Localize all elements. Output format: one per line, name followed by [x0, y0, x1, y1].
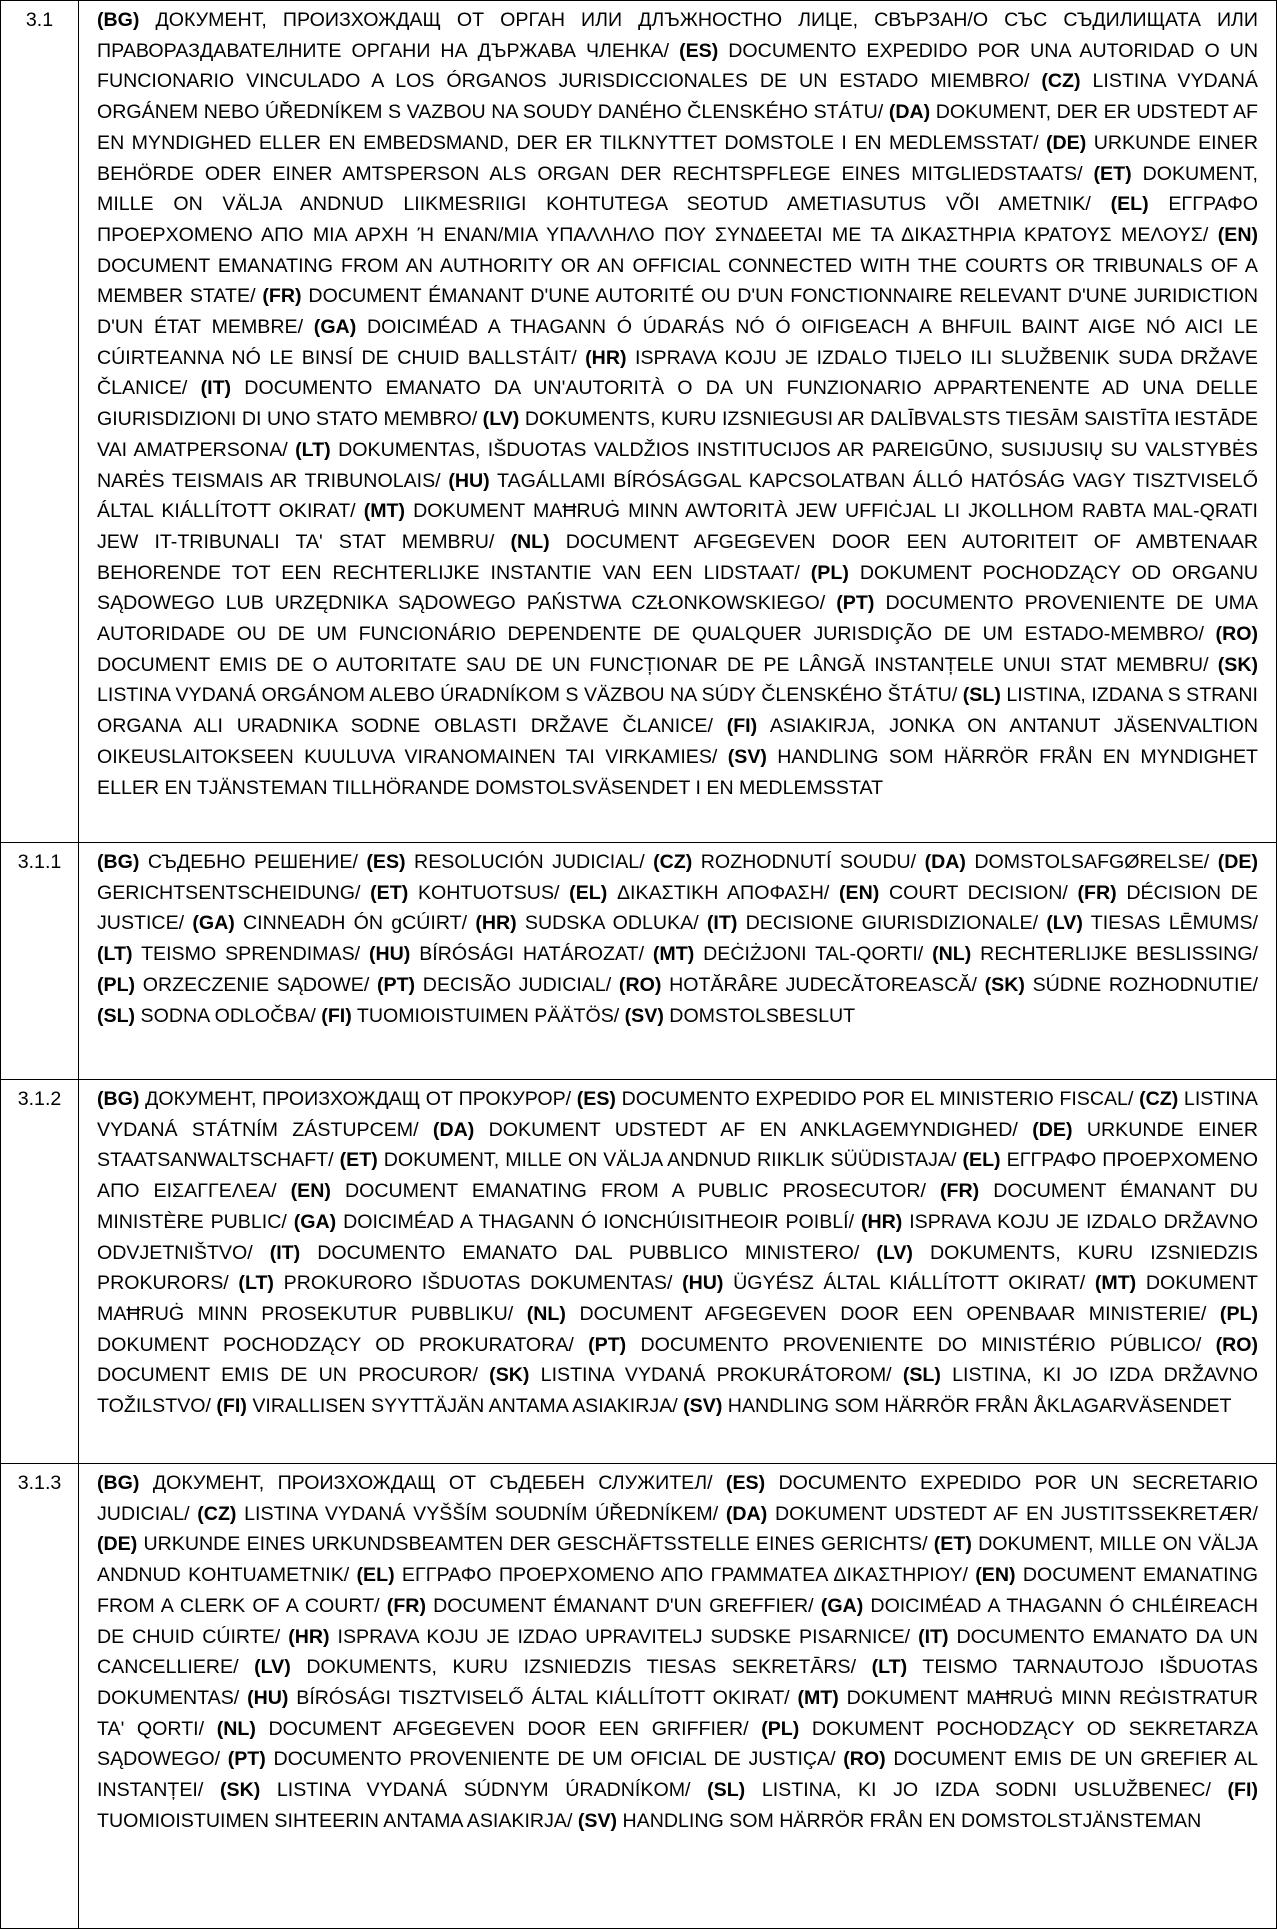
translation-text: HANDLING SOM HÄRRÖR FRÅN EN DOMSTOLSTJÄNSTEMAN	[617, 1809, 1202, 1832]
language-code: (LV)	[254, 1656, 291, 1679]
language-code: (SK)	[219, 1779, 261, 1802]
translation-text: СЪДЕБНО РЕШЕНИЕ/	[139, 851, 367, 873]
translation-text: DOCUMENT EMANATING FROM A CLERK OF A COURT/	[97, 1564, 1258, 1617]
language-code: (LT)	[97, 943, 133, 966]
language-code: (HR)	[860, 1210, 903, 1233]
language-code: (DA)	[432, 1118, 475, 1141]
translation-text: DOKUMENT POCHODZĄCY OD SEKRETARZA SĄDOWEGO/	[97, 1717, 1258, 1771]
translation-text: DOKUMENT MAĦRUĠ MINN REĠISTRATUR TA' QORTI/	[97, 1686, 1258, 1740]
translation-text: BÍRÓSÁGI HATÁROZAT/	[410, 943, 653, 966]
language-code: (GA)	[313, 316, 357, 339]
language-code: (SV)	[683, 1395, 723, 1418]
translation-text: DÉCISION DE JUSTICE/	[97, 881, 1259, 935]
language-code: (HU)	[682, 1272, 724, 1295]
table-row	[1, 1080, 1277, 1464]
translation-text: DOKUMENTAS, IŠDUOTAS VALDŽIOS INSTITUCIJOS AR PAREIGŪNO, SUSIJUSIŲ SU VALSTYBĖS NARĖS TEISMAIS AR TRIBUNOLAIS/	[97, 438, 1258, 492]
language-code: (FR)	[386, 1594, 426, 1617]
translation-text: URKUNDE EINER STAATSANWALTSCHAFT/	[97, 1118, 1258, 1172]
language-code: (NL)	[216, 1717, 256, 1740]
translation-text: SUDSKA ODLUKA/	[516, 912, 707, 935]
table-body	[1, 1, 1277, 1929]
translation-text: DOCUMENT EMIS DE UN PROCUROR/	[97, 1364, 490, 1387]
language-code: (SL)	[97, 1004, 136, 1027]
language-code: (ES)	[576, 1088, 616, 1110]
translation-text: DOICIMÉAD A THAGANN Ó ÚDARÁS NÓ Ó OIFIGEACH A BHFUIL BAINT AIGE NÓ AICI LE CÚIRTEANNA NÓ LE BINSÍ DE CHUID BALLSTÁIT/	[97, 316, 1258, 369]
language-code: (HU)	[448, 469, 490, 492]
translation-text: DOCUMENT EMANATING FROM A PUBLIC PROSECUTOR/	[330, 1180, 940, 1203]
language-code: (DE)	[97, 1533, 138, 1556]
language-code: (GA)	[192, 912, 235, 935]
language-code: (EL)	[356, 1564, 395, 1587]
language-code: (ES)	[725, 1472, 766, 1494]
translation-text: DOCUMENT ÉMANANT D'UN GREFFIER/	[425, 1594, 821, 1617]
translation-text: DOCUMENTO EMANATO DA UN'AUTORITÀ O DA UN FUNZIONARIO APPARTENENTE AD UNA DELLE GIURISDIZIONI DI UNO STATO MEMBRO/	[97, 377, 1258, 431]
translation-text: DOCUMENTO EMANATO DAL PUBBLICO MINISTERO/	[300, 1241, 877, 1264]
language-code: (MT)	[797, 1686, 839, 1709]
row-number: 3.1.3	[1, 1464, 79, 1929]
translation-text: LISTINA VYDANÁ ORGÁNEM NEBO ÚŘEDNÍKEM S VAZBOU NA SOUDY DANÉHO ČLENSKÉHO STÁTU/	[97, 70, 1258, 124]
translation-text: DOCUMENT ÉMANANT DU MINISTÈRE PUBLIC/	[97, 1180, 1258, 1233]
translation-text: DOKUMENT POCHODZĄCY OD PROKURATORA/	[97, 1333, 589, 1356]
translation-text: RECHTERLIJKE BESLISSING/	[971, 943, 1258, 966]
translation-text: DOCUMENTO EXPEDIDO POR UN SECRETARIO JUDICIAL/	[97, 1472, 1259, 1525]
language-code: (EL)	[1110, 193, 1149, 216]
language-code: (FI)	[1227, 1779, 1258, 1802]
row-number: 3.1.1	[1, 843, 79, 1080]
translation-text: URKUNDE EINER BEHÖRDE ODER EINER AMTSPERSON ALS ORGAN DER RECHTSPFLEGE EINES MITGLIEDSTAATS/	[97, 131, 1258, 185]
language-code: (IT)	[706, 912, 738, 935]
language-code: (PT)	[836, 592, 875, 615]
language-code: (SL)	[902, 1364, 941, 1387]
translation-text: URKUNDE EINES URKUNDSBEAMTEN DER GESCHÄFTSSTELLE EINES GERICHTS/	[137, 1533, 934, 1556]
translation-text: VIRALLISEN SYYTTÄJÄN ANTAMA ASIAKIRJA/	[246, 1395, 684, 1418]
translation-text: LISTINA, KI JO IZDA SODNI USLUŽBENEC/	[745, 1779, 1228, 1802]
language-code: (PL)	[761, 1717, 800, 1740]
language-code: (LT)	[295, 438, 331, 461]
language-code: (LT)	[238, 1272, 274, 1295]
language-code: (FR)	[262, 285, 302, 308]
translation-text: TEISMO TARNAUTOJO IŠDUOTAS DOKUMENTAS/	[97, 1656, 1258, 1709]
language-code: (DA)	[888, 101, 931, 124]
translation-text: DOKUMENTS, KURU IZSNIEDZIS TIESAS SEKRETĀRS/	[290, 1656, 872, 1679]
translation-text: DECISÃO JUDICIAL/	[415, 973, 619, 996]
table-row	[1, 843, 1277, 1080]
translation-text: ДОКУМЕНТ, ПРОИЗХОЖДАЩ ОТ ПРОКУРОР/	[139, 1088, 577, 1110]
language-code: (SK)	[1217, 653, 1258, 676]
language-code: (PL)	[97, 973, 136, 996]
language-code: (SV)	[577, 1809, 618, 1832]
translation-text: ДОКУМЕНТ, ПРОИЗХОЖДАЩ ОТ СЪДЕБЕН СЛУЖИТЕЛ/	[139, 1472, 726, 1494]
language-code: (EN)	[1217, 223, 1258, 246]
language-code: (SK)	[984, 973, 1025, 996]
translation-text: PROKURORO IŠDUOTAS DOKUMENTAS/	[273, 1272, 683, 1295]
translation-text: GERICHTSENTSCHEIDUNG/	[97, 881, 371, 904]
language-code: (NL)	[510, 530, 550, 553]
translation-text: HOTĂRÂRE JUDECĂTOREASCĂ/	[661, 973, 985, 996]
translation-text: LISTINA VYDANÁ SÚDNYM ÚRADNÍKOM/	[260, 1779, 708, 1802]
translation-text: LISTINA VYDANÁ VYŠŠÍM SOUDNÍM ÚŘEDNÍKEM/	[236, 1502, 726, 1525]
language-code: (MT)	[363, 500, 406, 523]
language-code: (EN)	[975, 1564, 1016, 1587]
language-code: (CZ)	[653, 851, 693, 873]
translation-text: SODNA ODLOČBA/	[135, 1004, 322, 1027]
language-code: (IT)	[918, 1625, 949, 1648]
table-row	[1, 1, 1277, 843]
translation-text: LISTINA VYDANÁ ORGÁNOM ALEBO ÚRADNÍKOM S VÄZBOU NA SÚDY ČLENSKÉHO ŠTÁTU/	[97, 684, 963, 707]
language-code: (BG)	[97, 1088, 140, 1110]
language-code: (MT)	[652, 943, 695, 966]
translation-text: DOKUMENT, DER ER UDSTEDT AF EN MYNDIGHED ELLER EN EMBEDSMAND, DER ER TILKNYTTET DOMSTOLE I EN MEDLEMSSTAT/	[97, 101, 1259, 154]
language-code: (FI)	[726, 715, 758, 738]
language-code: (DA)	[725, 1502, 768, 1525]
translation-text: ΕΓΓΡΑΦΟ ΠΡΟΕΡΧΟΜΕΝΟ ΑΠΟ ΕΙΣΑΓΓΕΛΕΑ/	[97, 1149, 1258, 1203]
language-code: (DE)	[1046, 131, 1087, 154]
translation-text: DOCUMENTO EMANATO DA UN CANCELLIERE/	[97, 1625, 1258, 1679]
translation-text: DOKUMENT, MILLE ON VÄLJA ANDNUD LIIKMESRIIGI KOHTUTEGA SEOTUD AMETIASUTUS VÕI AMETNIK/	[97, 162, 1258, 216]
translation-text: DOMSTOLSBESLUT	[663, 1004, 856, 1027]
language-code: (DE)	[1217, 851, 1258, 873]
translation-text: TAGÁLLAMI BÍRÓSÁGGAL KAPCSOLATBAN ÁLLÓ HATÓSÁG VAGY TISZTVISELŐ ÁLTAL KIÁLLÍTOTT OKIRAT/	[97, 469, 1258, 523]
language-code: (ET)	[370, 881, 409, 904]
language-code: (NL)	[526, 1302, 566, 1325]
language-code: (ES)	[366, 851, 406, 873]
translation-text: DOKUMENT MAĦRUĠ MINN AWTORITÀ JEW UFFIĊJAL LI JKOLLHOM RABTA MAL-QRATI JEW IT-TRIBUNALI TA' STAT MEMBRU/	[97, 500, 1258, 553]
language-code: (IT)	[200, 377, 232, 400]
language-code: (LT)	[871, 1656, 908, 1679]
translation-text: KOHTUOTSUS/	[408, 881, 570, 904]
language-code: (FI)	[216, 1395, 247, 1418]
language-code: (PL)	[1219, 1302, 1259, 1325]
row-text	[79, 1464, 1277, 1929]
translation-text: DOCUMENTO PROVENIENTE DE UM OFICIAL DE JUSTIÇA/	[265, 1748, 844, 1771]
language-code: (ET)	[339, 1149, 378, 1172]
translation-text: LISTINA, KI JO IZDA DRŽAVNO TOŽILSTVO/	[97, 1364, 1259, 1418]
language-code: (SL)	[707, 1779, 746, 1802]
language-code: (GA)	[820, 1594, 864, 1617]
language-code: (ET)	[933, 1533, 972, 1556]
translation-text: TUOMIOISTUIMEN PÄÄTÖS/	[351, 1004, 625, 1027]
language-code: (LV)	[876, 1241, 913, 1264]
translation-text: ISPRAVA KOJU JE IZDALO TIJELO ILI SLUŽBENIK SUDA DRŽAVE ČLANICE/	[97, 346, 1258, 400]
translation-text: DECISIONE GIURISDIZIONALE/	[737, 912, 1047, 935]
translation-text: DOKUMENT, MILLE ON VÄLJA ANDNUD RIIKLIK SÜÜDISTAJA/	[377, 1149, 963, 1172]
translation-text: DOCUMENT AFGEGEVEN DOOR EEN AUTORITEIT OF AMBTENAAR BEHORENDE TOT EEN RECHTERLIJKE INSTANTIE VAN EEN LIDSTAAT/	[97, 530, 1258, 584]
language-code: (BG)	[97, 851, 140, 873]
translation-text: ÜGYÉSZ ÁLTAL KIÁLLÍTOTT OKIRAT/	[723, 1272, 1095, 1295]
translation-text: DOKUMENT UDSTEDT AF EN ANKLAGEMYNDIGHED/	[474, 1118, 1033, 1141]
translation-text: DOKUMENT MAĦRUĠ MINN PROSEKUTUR PUBBLIKU/	[97, 1272, 1258, 1325]
language-code: (RO)	[1215, 1333, 1259, 1356]
language-code: (CZ)	[1139, 1088, 1179, 1110]
translation-text: DOCUMENT AFGEGEVEN DOOR EEN GRIFFIER/	[255, 1717, 762, 1740]
language-code: (NL)	[932, 943, 972, 966]
language-code: (FR)	[1077, 881, 1117, 904]
language-code: (ES)	[679, 39, 719, 62]
language-code: (EL)	[962, 1149, 1001, 1172]
language-code: (MT)	[1094, 1272, 1137, 1295]
translation-text: ISPRAVA KOJU JE IZDALO DRŽAVNO ODVJETNIŠTVO/	[97, 1210, 1259, 1264]
translation-text: RESOLUCIÓN JUDICIAL/	[405, 851, 654, 873]
translation-text: ΕΓΓΡΑΦΟ ΠΡΟΕΡΧΟΜΕΝΟ ΑΠΟ ΓΡΑΜΜΑΤΕΑ ΔΙΚΑΣΤΗΡΙΟΥ/	[394, 1564, 976, 1587]
translation-text: TIESAS LĒMUMS/	[1082, 912, 1258, 935]
language-code: (DA)	[924, 851, 966, 873]
translation-text: HANDLING SOM HÄRRÖR FRÅN EN MYNDIGHET ELLER EN TJÄNSTEMAN TILLHÖRANDE DOMSTOLSVÄSENDET I EN MEDLEMSSTAT	[97, 745, 1258, 799]
translation-text: TEISMO SPRENDIMAS/	[132, 943, 369, 966]
table-row	[1, 1464, 1277, 1929]
translation-text: CINNEADH ÓN gCÚIRT/	[234, 912, 476, 935]
language-code: (SV)	[727, 745, 767, 768]
translation-text: ROZHODNUTÍ SOUDU/	[692, 851, 925, 873]
row-text	[79, 1080, 1277, 1464]
language-code: (CZ)	[197, 1502, 237, 1525]
translation-text: ISPRAVA KOJU JE IZDAO UPRAVITELJ SUDSKE PISARNICE/	[329, 1625, 919, 1648]
translation-text: DOCUMENTO PROVENIENTE DE UMA AUTORIDADE OU DE UM FUNCIONÁRIO DEPENDENTE DE QUALQUER JURISDIÇÃO DE UM ESTADO-MEMBRO/	[97, 592, 1258, 646]
language-code: (RO)	[618, 973, 662, 996]
language-code: (FR)	[940, 1180, 980, 1203]
language-code: (EN)	[839, 881, 880, 904]
language-code: (PL)	[810, 561, 849, 584]
translation-text: DOKUMENT POCHODZĄCY OD ORGANU SĄDOWEGO LUB URZĘDNIKA SĄDOWEGO PAŃSTWA CZŁONKOWSKIEGO/	[97, 561, 1258, 615]
language-code: (EN)	[290, 1180, 331, 1203]
translation-text: DOKUMENT, MILLE ON VÄLJA ANDNUD KOHTUAMETNIK/	[97, 1533, 1258, 1587]
row-number: 3.1.2	[1, 1080, 79, 1464]
language-code: (HR)	[288, 1625, 330, 1648]
translation-text: DOCUMENTO PROVENIENTE DO MINISTÉRIO PÚBLICO/	[626, 1333, 1216, 1356]
translation-text: DOKUMENT UDSTEDT AF EN JUSTITSSEKRETÆR/	[767, 1502, 1258, 1525]
language-code: (PT)	[227, 1748, 266, 1771]
row-text	[79, 843, 1277, 1080]
language-code: (IT)	[269, 1241, 301, 1264]
language-code: (PT)	[377, 973, 416, 996]
language-code: (SL)	[962, 684, 1001, 707]
translation-text: DOMSTOLSAFGØRELSE/	[965, 851, 1218, 873]
language-code: (HR)	[475, 912, 517, 935]
translation-text: DEĊIŻJONI TAL-QORTI/	[694, 943, 933, 966]
language-code: (HU)	[247, 1686, 289, 1709]
language-code: (BG)	[97, 9, 140, 31]
translation-text: DOKUMENTS, KURU IZSNIEGUSI AR DALĪBVALSTS TIESĀM SAISTĪTA IESTĀDE VAI AMATPERSONA/	[97, 408, 1258, 461]
translation-text: ДОКУМЕНТ, ПРОИЗХОЖДАЩ ОТ ОРГАН ИЛИ ДЛЪЖНОСТНО ЛИЦЕ, СВЪРЗАН/О СЪС СЪДИЛИЩАТА ИЛИ ПРАВОРАЗДАВАТЕЛНИТЕ ОРГАНИ НА ДЪРЖАВА ЧЛЕНКА/	[97, 9, 1258, 62]
translation-text: DOICIMÉAD A THAGANN Ó IONCHÚISITHEOIR POIBLÍ/	[336, 1210, 861, 1233]
translation-text: TUOMIOISTUIMEN SIHTEERIN ANTAMA ASIAKIRJA/	[97, 1809, 578, 1832]
language-code: (BG)	[97, 1472, 140, 1494]
language-code: (SK)	[489, 1364, 530, 1387]
row-text	[79, 1, 1277, 843]
language-code: (RO)	[1215, 623, 1258, 646]
language-code: (ET)	[1093, 162, 1132, 185]
translation-text: LISTINA VYDANÁ STÁTNÍM ZÁSTUPCEM/	[97, 1088, 1258, 1141]
language-code: (HU)	[368, 943, 411, 966]
language-code: (HR)	[585, 346, 627, 369]
translation-text: HANDLING SOM HÄRRÖR FRÅN ÅKLAGARVÄSENDET	[722, 1395, 1232, 1418]
translation-text: DOCUMENT AFGEGEVEN DOOR EEN OPENBAAR MINISTERIE/	[565, 1302, 1220, 1325]
translation-text: LISTINA VYDANÁ PROKURÁTOROM/	[529, 1364, 903, 1387]
translation-text: LISTINA, IZDANA S STRANI ORGANA ALI URADNIKA SODNE OBLASTI DRŽAVE ČLANICE/	[97, 684, 1258, 738]
translation-text: BÍRÓSÁGI TISZTVISELŐ ÁLTAL KIÁLLÍTOTT OKIRAT/	[288, 1686, 798, 1709]
language-code: (PT)	[588, 1333, 627, 1356]
language-code: (FI)	[321, 1004, 352, 1027]
translation-text: DOCUMENT ÉMANANT D'UNE AUTORITÉ OU D'UN FONCTIONNAIRE RELEVANT D'UNE JURIDICTION D'UN ÉTAT MEMBRE/	[97, 285, 1258, 339]
translation-text: DOKUMENTS, KURU IZSNIEDZIS PROKURORS/	[97, 1241, 1258, 1295]
translation-text: ASIAKIRJA, JONKA ON ANTANUT JÄSENVALTION OIKEUSLAITOKSEEN KUULUVA VIRANOMAINEN TAI VIRKAMIES/	[97, 715, 1258, 768]
language-code: (LV)	[1046, 912, 1083, 935]
translation-text: DOCUMENT EMANATING FROM AN AUTHORITY OR AN OFFICIAL CONNECTED WITH THE COURTS OR TRIBUNALS OF A MEMBER STATE/	[97, 254, 1258, 308]
translation-text: DOICIMÉAD A THAGANN Ó CHLÉIREACH DE CHUID CÚIRTE/	[97, 1594, 1259, 1648]
translation-text: DOCUMENTO EXPEDIDO POR UNA AUTORIDAD O UN FUNCIONARIO VINCULADO A LOS ÓRGANOS JURISDICCIONALES DE UN ESTADO MIEMBRO/	[97, 39, 1259, 93]
language-code: (RO)	[843, 1748, 886, 1771]
translation-text: ORZECZENIE SĄDOWE/	[135, 973, 377, 996]
row-number: 3.1	[1, 1, 79, 843]
translation-text: DOCUMENT EMIS DE O AUTORITATE SAU DE UN FUNCȚIONAR DE PE LÂNGĂ INSTANȚELE UNUI STAT MEMBRU/	[97, 653, 1218, 676]
language-code: (EL)	[569, 881, 608, 904]
translation-text: DOCUMENT EMIS DE UN GREFIER AL INSTANȚEI/	[97, 1748, 1258, 1802]
translation-text: COURT DECISION/	[879, 881, 1078, 904]
translation-text: ΕΓΓΡΑΦΟ ΠΡΟΕΡΧΟΜΕΝΟ ΑΠΟ ΜΙΑ ΑΡΧΗ Ή ΕΝΑΝ/ΜΙΑ ΥΠΑΛΛΗΛΟ ΠΟΥ ΣΥΝΔΕΕΤΑΙ ΜΕ ΤΑ ΔΙΚΑΣΤΗΡΙΑ ΚΡΑΤΟΥΣ ΜΕΛΟΥΣ/	[97, 193, 1258, 246]
language-code: (DE)	[1032, 1118, 1073, 1141]
translation-text: DOCUMENTO EXPEDIDO POR EL MINISTERIO FISCAL/	[615, 1088, 1140, 1110]
language-code: (LV)	[482, 408, 520, 431]
language-code: (GA)	[293, 1210, 337, 1233]
language-code: (SV)	[624, 1004, 664, 1027]
language-code: (CZ)	[1041, 70, 1081, 93]
translation-text: SÚDNE ROZHODNUTIE/	[1024, 973, 1258, 996]
translation-text: ΔΙΚΑΣΤΙΚΗ ΑΠΟΦΑΣΗ/	[607, 881, 839, 904]
